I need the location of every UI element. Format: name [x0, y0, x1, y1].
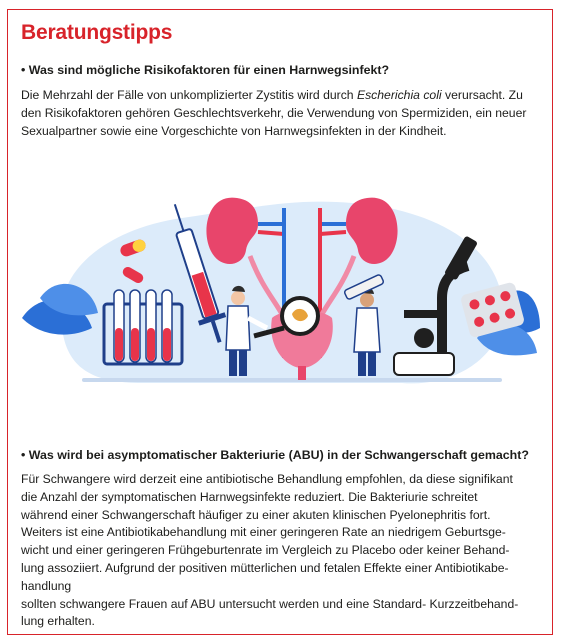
- answer-risk-factors: [21, 87, 541, 140]
- answer-line: während einer Schwangerschaft häufiger zu einer akuten klinischen Pyelonephritis fort.: [21, 507, 491, 522]
- answer-line: Die Mehrzahl der Fälle von unkomplizierter Zystitis wird durch Escherichia coli verursacht. Zu: [21, 88, 523, 102]
- ground-line: [82, 378, 502, 382]
- answer-line: lung erhalten.: [21, 614, 95, 629]
- box-title: Beratungstipps: [21, 21, 173, 44]
- answer-line: Weiters ist eine Antibiotikabehandlung mit einer geringeren Rate an niedrigem Geburtsge-: [21, 525, 506, 540]
- answer-line: Für Schwangere wird derzeit eine antibiotische Behandlung empfohlen, da diese signifikant: [21, 472, 513, 486]
- answer-line: handlung: [21, 578, 72, 593]
- answer-line: die Anzahl der symptomatischen Harnwegsinfekte reduziert. Die Bakteriurie schreitet: [21, 489, 478, 504]
- answer-line: sollten schwangere Frauen auf ABU untersucht werden und eine Standard- Kurzzeitbehand-: [21, 596, 519, 611]
- answer-line: lung assoziiert. Aufgrund der positiven mütterlichen und fetalen Effekte einer Antibiotikabe-: [21, 560, 509, 575]
- answer-line: Sexualpartner sowie eine Vorgeschichte von Harnwegsinfekten in der Kindheit.: [21, 123, 447, 138]
- urology-illustration: [22, 178, 540, 418]
- bacteria-name: Escherichia coli: [356, 88, 442, 102]
- question-risk-factors: • Was sind mögliche Risikofaktoren für einen Harnwegsinfekt?: [21, 63, 390, 77]
- question-abu-pregnancy: • Was wird bei asymptomatischer Bakteriurie (ABU) in der Schwangerschaft gemacht?: [21, 448, 529, 462]
- answer-line: wicht und einer geringeren Frühgeburtenrate im Vergleich zu Placebo oder keiner Behand-: [21, 543, 510, 558]
- answer-line: den Risikofaktoren gehören Geschlechtsverkehr, die Verwendung von Spermiziden, ein neuer: [21, 105, 527, 120]
- answer-abu-pregnancy: [21, 471, 541, 631]
